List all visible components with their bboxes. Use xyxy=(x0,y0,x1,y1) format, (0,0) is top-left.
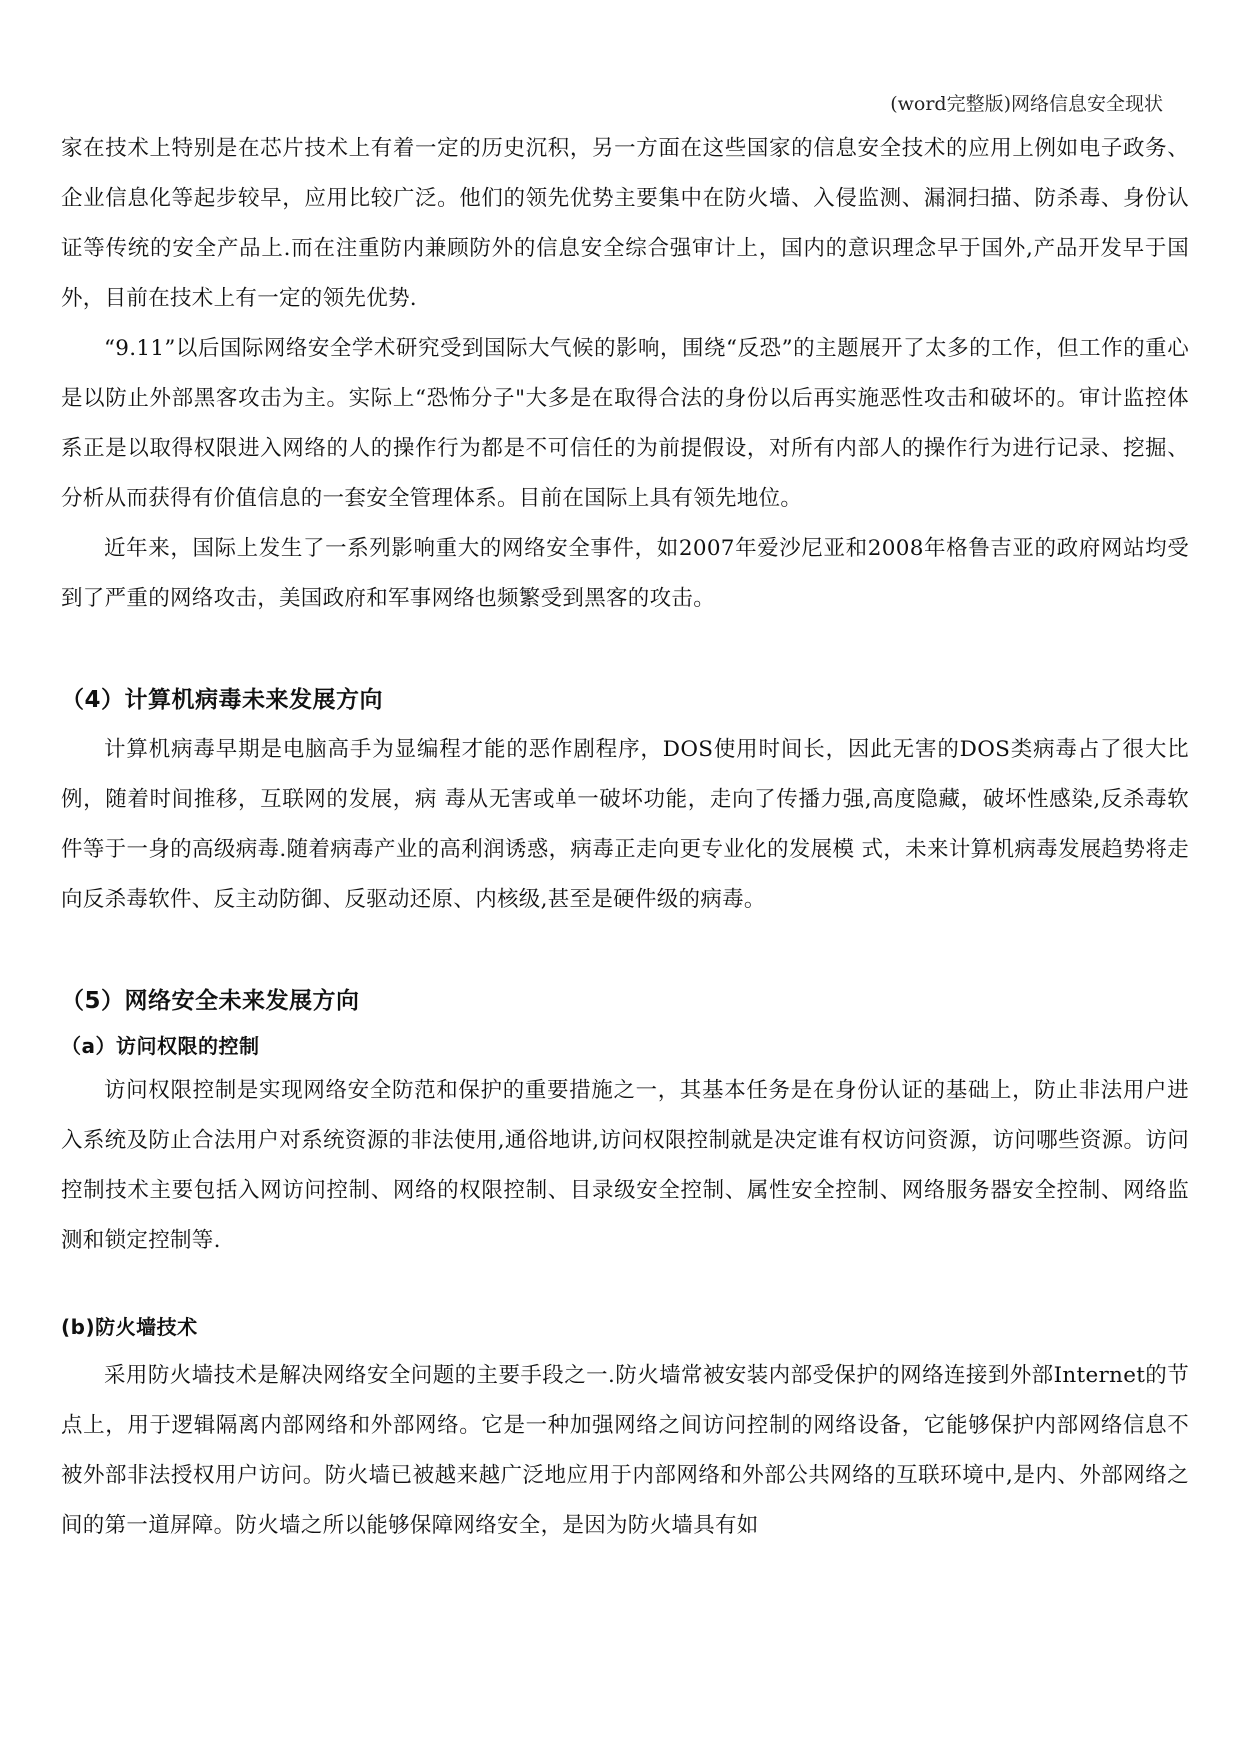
paragraph-intl-advantage: 家在技术上特别是在芯片技术上有着一定的历史沉积，另一方面在这些国家的信息安全技术的应用上例如电子政务、企业信息化等起步较早，应用比较广泛。他们的领先优势主要集中在防火墙、入侵监测、漏洞扫描、防杀毒、身份认证等传统的安全产品上.而在注重防内兼顾防外的信息安全综合强审计上，国内的意识理念早于国外,产品开发早于国外，目前在技术上有一定的领先优势. xyxy=(61,136,1189,311)
running-header: (word完整版)网络信息安全现状 xyxy=(890,93,1163,115)
document-body xyxy=(61,124,1189,1551)
section-heading-virus-trends: （4）计算机病毒未来发展方向 xyxy=(61,687,384,713)
section-spacer xyxy=(61,1266,1189,1307)
paragraph-911-research: “9.11”以后国际网络安全学术研究受到国际大气候的影响，围绕“反恐”的主题展开了太多的工作，但工作的重心是以防止外部黑客攻击为主。实际上“恐怖分子"大多是在取得合法的身份以后再实施恶性攻击和破坏的。审计监控体系正是以取得权限进入网络的人的操作行为都是不可信任的为前提假设，对所有内部人的操作行为进行记录、挖掘、分析从而获得有价值信息的一套安全管理体系。目前在国际上具有领先地位。 xyxy=(61,336,1189,511)
subsection-heading-firewall: (b)防火墙技术 xyxy=(61,1315,198,1339)
paragraph-access-control: 访问权限控制是实现网络安全防范和保护的重要措施之一，其基本任务是在身份认证的基础上，防止非法用户进入系统及防止合法用户对系统资源的非法使用,通俗地讲,访问权限控制就是决定谁有权访问资源，访问哪些资源。访问控制技术主要包括入网访问控制、网络的权限控制、目录级安全控制、属性安全控制、网络服务器安全控制、网络监测和锁定控制等. xyxy=(61,1078,1189,1253)
subsection-heading-access-control: （a）访问权限的控制 xyxy=(61,1034,260,1058)
section-spacer xyxy=(61,624,1189,675)
paragraph-virus-evolution: 计算机病毒早期是电脑高手为显编程才能的恶作剧程序，DOS使用时间长，因此无害的DOS类病毒占了很大比例，随着时间推移，互联网的发展，病 毒从无害或单一破坏功能，走向了传播力强,高度隐藏，破坏性感染,反杀毒软件等于一身的高级病毒.随着病毒产业的高利润诱惑，病毒正走向更专业化的发展模 式，未来计算机病毒发展趋势将走向反杀毒软件、反主动防御、反驱动还原、内核级,甚至是硬件级的病毒。 xyxy=(61,737,1189,912)
paragraph-recent-events: 近年来，国际上发生了一系列影响重大的网络安全事件，如2007年爱沙尼亚和2008年格鲁吉亚的政府网站均受到了严重的网络攻击，美国政府和军事网络也频繁受到黑客的攻击。 xyxy=(61,536,1189,611)
section-spacer xyxy=(61,925,1189,976)
paragraph-firewall: 采用防火墙技术是解决网络安全问题的主要手段之一.防火墙常被安装内部受保护的网络连接到外部Internet的节点上，用于逻辑隔离内部网络和外部网络。它是一种加强网络之间访问控制的网络设备，它能够保护内部网络信息不被外部非法授权用户访问。防火墙已被越来越广泛地应用于内部网络和外部公共网络的互联环境中,是内、外部网络之间的第一道屏障。防火墙之所以能够保障网络安全，是因为防火墙具有如 xyxy=(61,1363,1189,1538)
section-heading-security-trends: （5）网络安全未来发展方向 xyxy=(61,988,360,1014)
